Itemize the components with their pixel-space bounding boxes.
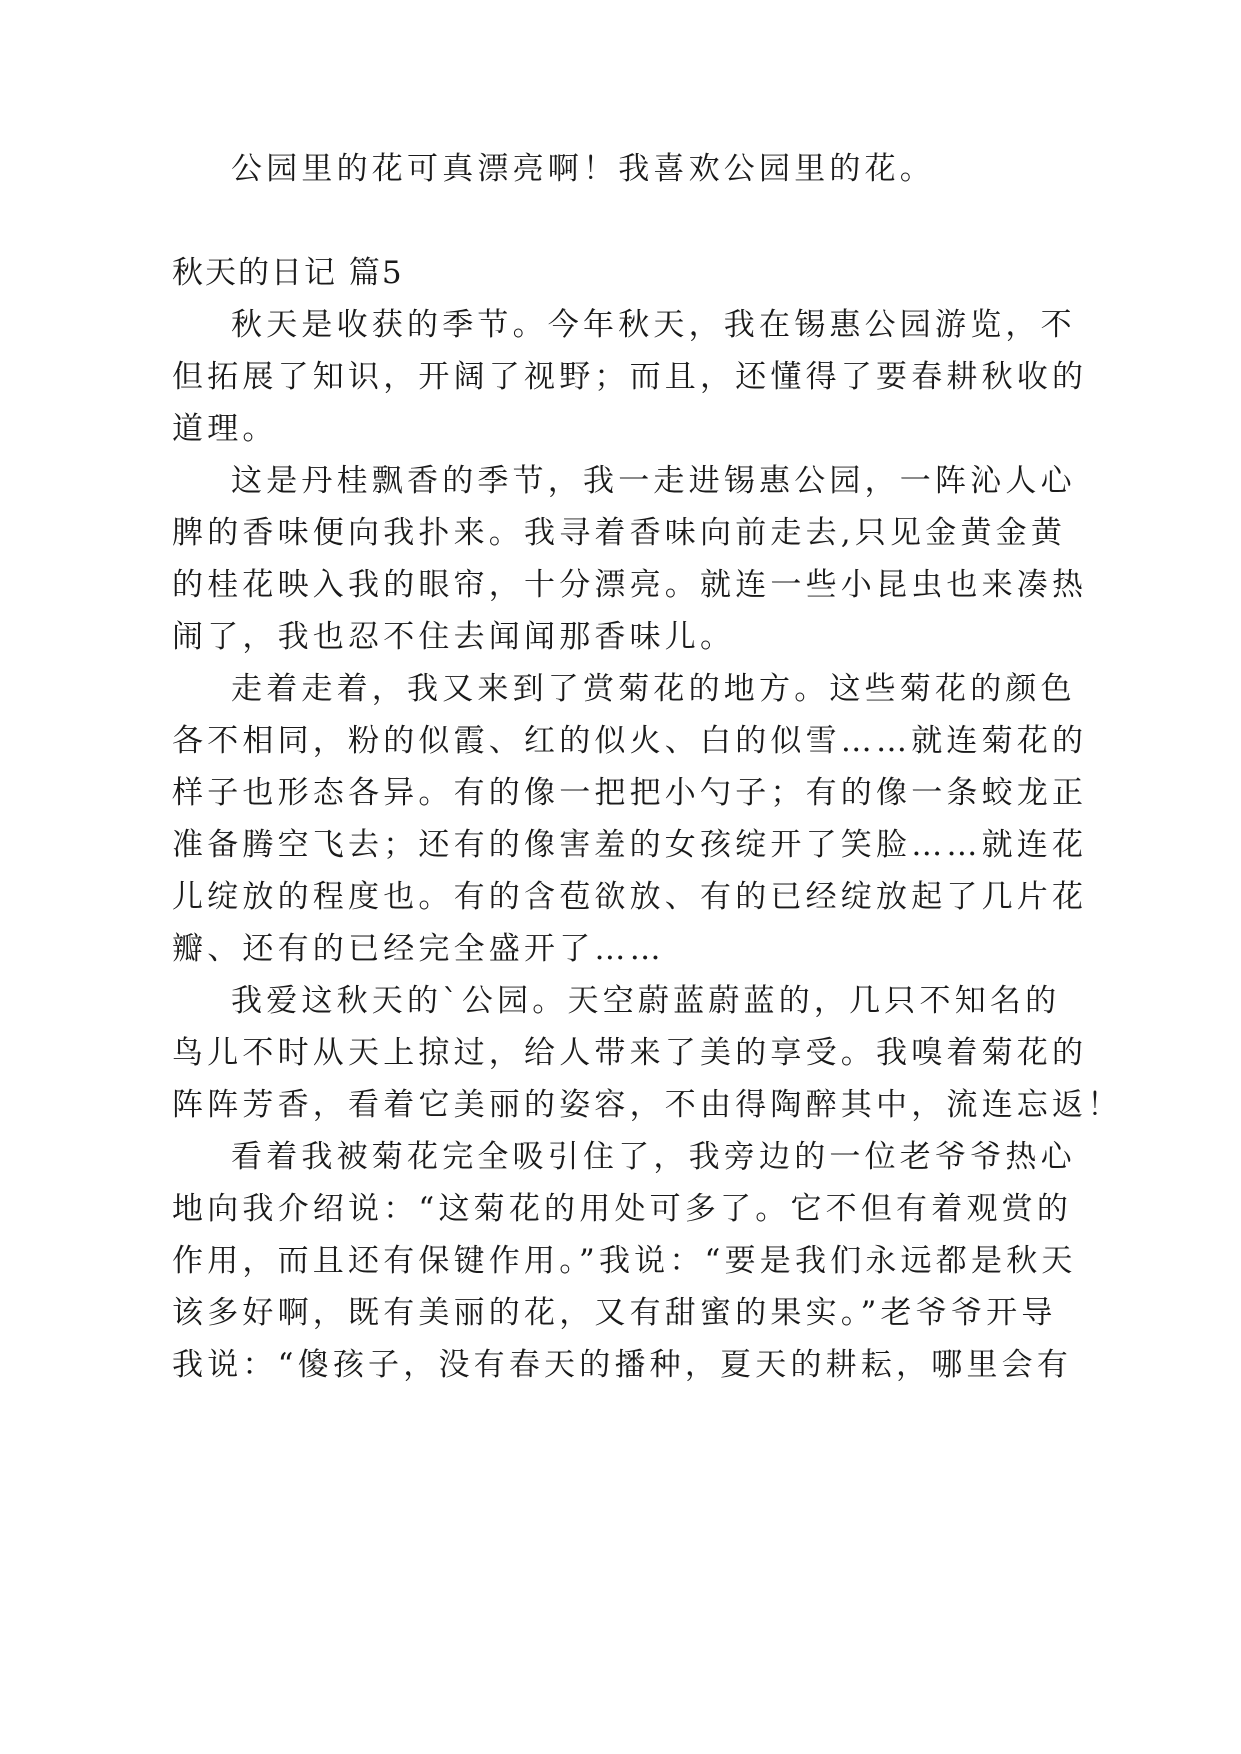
paragraph-line: 各不相同，粉的似霞、红的似火、白的似雪……就连菊花的 bbox=[172, 723, 1088, 759]
paragraph-line: 我爱这秋天的`公园。天空蔚蓝蔚蓝的，几只不知名的 bbox=[231, 983, 1061, 1019]
paragraph-line: 看着我被菊花完全吸引住了，我旁边的一位老爷爷热心 bbox=[231, 1139, 1076, 1175]
paragraph-line: 鸟儿不时从天上掠过，给人带来了美的享受。我嗅着菊花的 bbox=[172, 1035, 1088, 1071]
paragraph-line: 样子也形态各异。有的像一把把小勺子；有的像一条蛟龙正 bbox=[172, 775, 1088, 811]
paragraph-line: 准备腾空飞去；还有的像害羞的女孩绽开了笑脸……就连花 bbox=[172, 827, 1088, 863]
paragraph-line: 儿绽放的程度也。有的含苞欲放、有的已经绽放起了几片花 bbox=[172, 879, 1088, 915]
paragraph-line: 秋天是收获的季节。今年秋天，我在锡惠公园游览，不 bbox=[231, 307, 1076, 343]
paragraph-line: 的桂花映入我的眼帘，十分漂亮。就连一些小昆虫也来凑热 bbox=[172, 567, 1088, 603]
paragraph-line: 闹了，我也忍不住去闻闻那香味儿。 bbox=[172, 619, 736, 655]
paragraph-line: 但拓展了知识，开阔了视野；而且，还懂得了要春耕秋收的 bbox=[172, 359, 1088, 395]
paragraph-line: 作用，而且还有保键作用。”我说：“要是我们永远都是秋天 bbox=[172, 1243, 1077, 1279]
paragraph-line: 地向我介绍说：“这菊花的用处可多了。它不但有着观赏的 bbox=[172, 1191, 1073, 1227]
paragraph-line: 走着走着，我又来到了赏菊花的地方。这些菊花的颜色 bbox=[231, 671, 1076, 707]
paragraph-line: 脾的香味便向我扑来。我寻着香味向前走去,只见金黄金黄 bbox=[172, 515, 1067, 551]
paragraph-line: 这是丹桂飘香的季节，我一走进锡惠公园，一阵沁人心 bbox=[231, 463, 1076, 499]
paragraph-line: 我说：“傻孩子，没有春天的播种，夏天的耕耘，哪里会有 bbox=[172, 1347, 1073, 1383]
paragraph-line: 该多好啊，既有美丽的花，又有甜蜜的果实。”老爷爷开导 bbox=[172, 1295, 1057, 1331]
paragraph-line: 阵阵芳香，看着它美丽的姿容，不由得陶醉其中，流连忘返！ bbox=[172, 1087, 1123, 1123]
paragraph-line: 瓣、还有的已经完全盛开了…… bbox=[172, 931, 665, 967]
paragraph-line: 公园里的花可真漂亮啊！我喜欢公园里的花。 bbox=[231, 151, 935, 187]
section-heading: 秋天的日记 篇5 bbox=[172, 255, 404, 291]
paragraph-line: 道理。 bbox=[172, 411, 278, 447]
